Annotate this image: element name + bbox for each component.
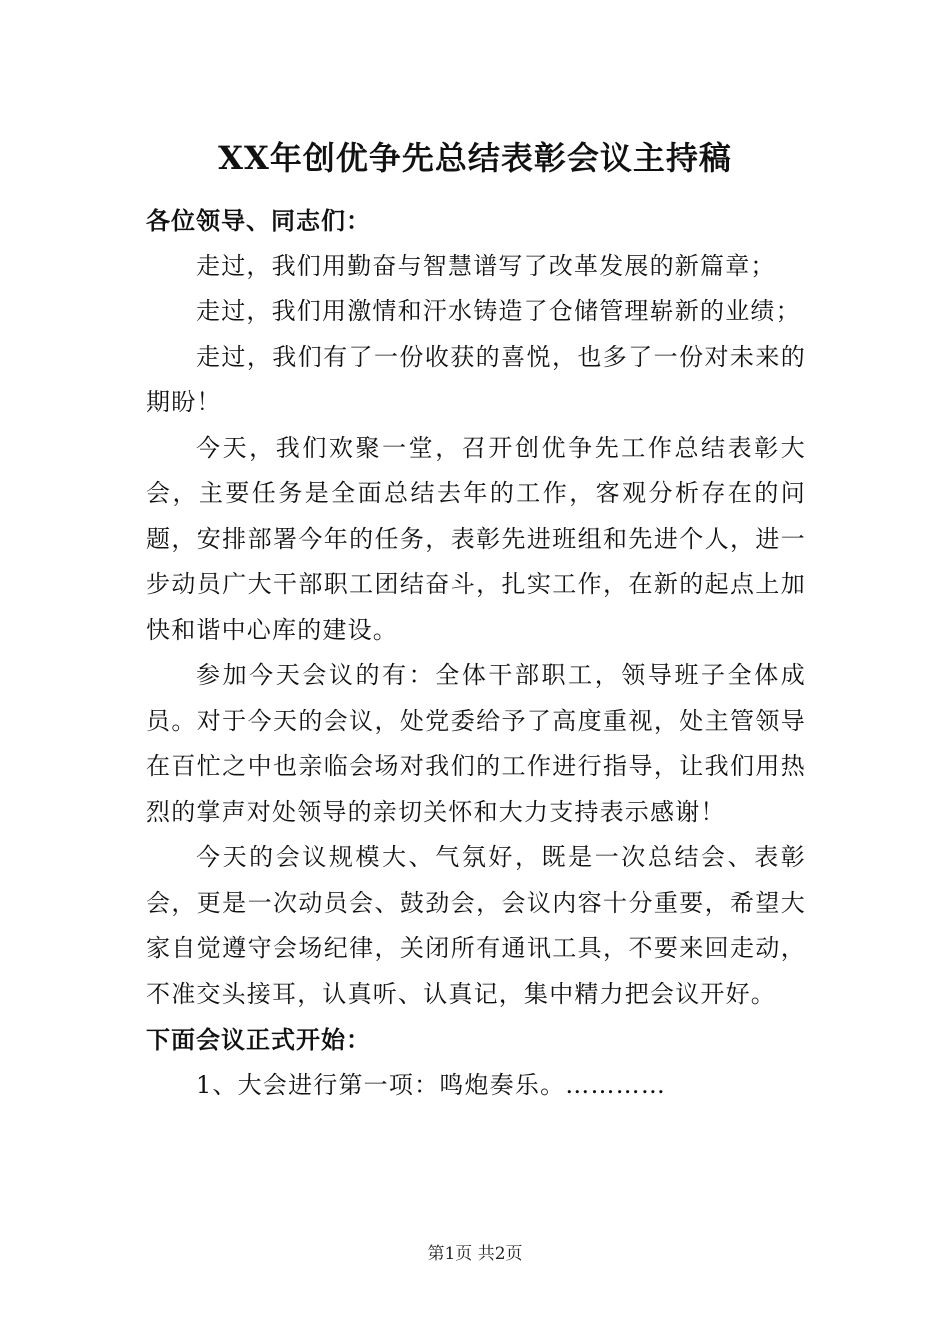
paragraph-1: 走过，我们用勤奋与智慧谱写了改革发展的新篇章； — [196, 251, 776, 280]
paragraph-3: 走过，我们有了一份收获的喜悦，也多了一份对未来的期盼！ — [146, 342, 806, 416]
paragraph-6: 今天的会议规模大、气氛好，既是一次总结会、表彰会，更是一次动员会、鼓劲会，会议内容十分重要，希望大家自觉遵守会场纪律，关闭所有通讯工具，不要来回走动，不准交头接耳，认真听、认真记，集中精力把会议开好。 — [146, 843, 806, 1008]
section-heading: 下面会议正式开始： — [146, 1025, 371, 1054]
paragraph-4: 今天，我们欢聚一堂，召开创优争先工作总结表彰大会，主要任务是全面总结去年的工作，客观分析存在的问题，安排部署今年的任务，表彰先进班组和先进个人，进一步动员广大干部职工团结奋斗，扎实工作，在新的起点上加快和谐中心库的建设。 — [146, 433, 806, 644]
salutation: 各位领导、同志们： — [146, 206, 371, 235]
page-indicator: 第1页 共2页 — [427, 1244, 523, 1264]
paragraph-2: 走过，我们用激情和汗水铸造了仓储管理崭新的业绩； — [196, 297, 801, 325]
document-title: XX年创优争先总结表彰会议主持稿 — [218, 139, 732, 177]
document-body — [146, 198, 806, 1108]
agenda-item-1: 1、大会进行第一项：鸣炮奏乐。………… — [196, 1070, 667, 1099]
paragraph-5: 参加今天会议的有：全体干部职工，领导班子全体成员。对于今天的会议，处党委给予了高度重视，处主管领导在百忙之中也亲临会场对我们的工作进行指导，让我们用热烈的掌声对处领导的亲切关怀和大力支持表示感谢！ — [146, 661, 806, 826]
